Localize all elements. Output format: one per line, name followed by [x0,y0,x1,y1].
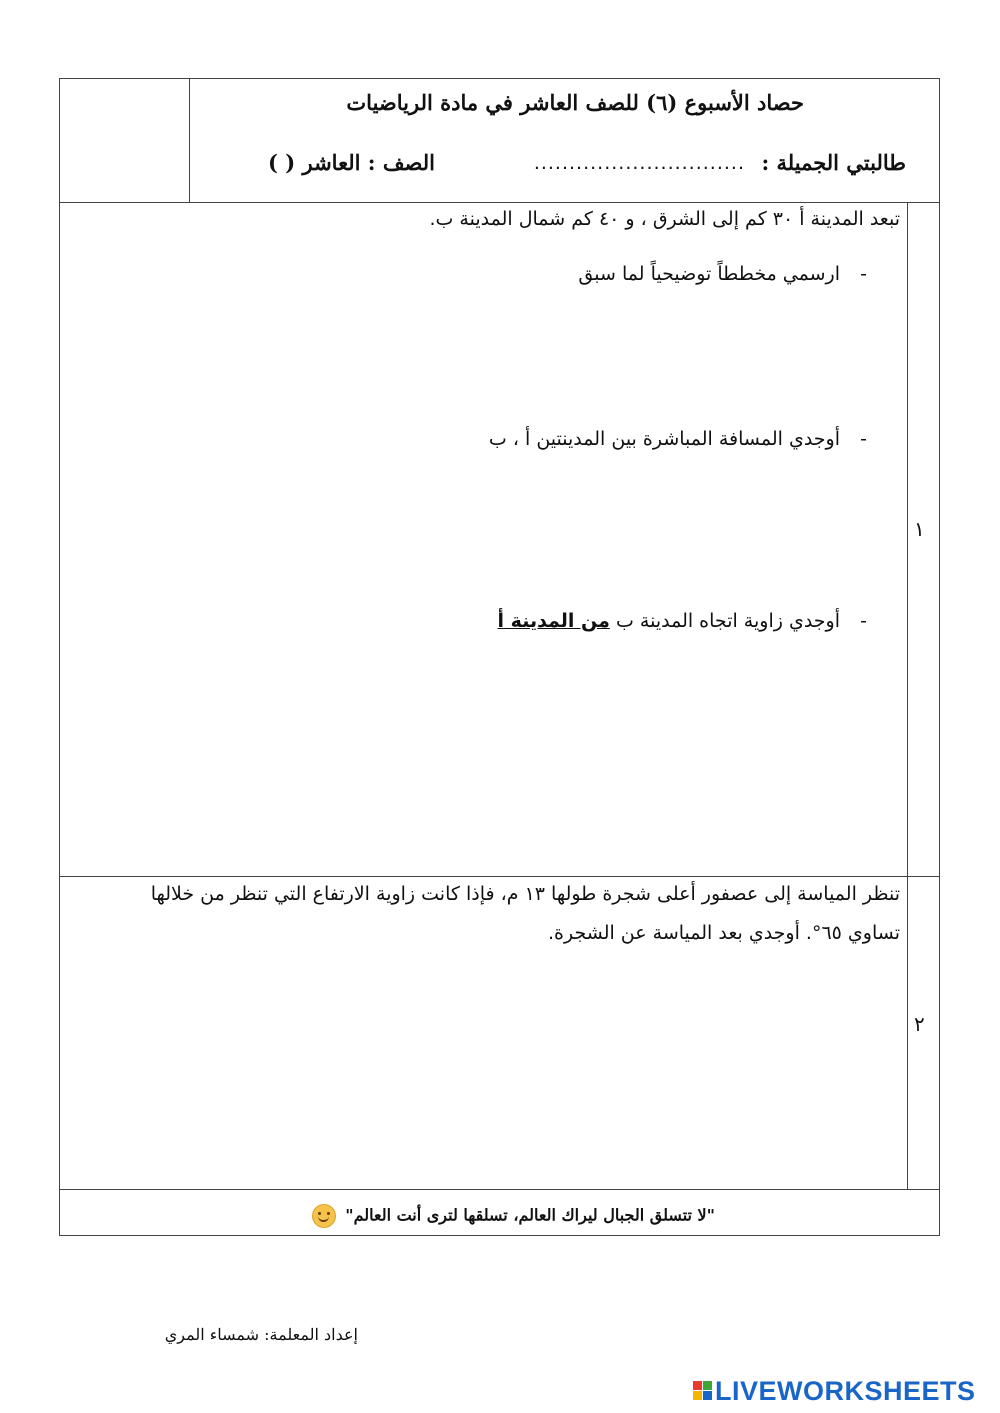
worksheet-table [59,78,940,1236]
class-label: الصف : العاشر ( ) [268,150,435,175]
q1-item-1-bullet: - [860,263,867,285]
smiley-icon [312,1204,336,1228]
q1-item-3-text: أوجدي زاوية اتجاه المدينة ب [615,610,840,632]
question-number-1: ١ [914,517,925,541]
q1-item-2-text: أوجدي المسافة المباشرة بين المدينتين أ ، ب [488,428,840,450]
q1-item-3-line [498,610,840,632]
question-divider [60,876,939,877]
student-label: طالبتي الجميلة : [761,150,906,175]
number-column-border [907,202,908,1189]
question2-line1: تنظر المياسة إلى عصفور أعلى شجرة طولها ١٣ م، فإذا كانت زاوية الارتفاع التي تنظر من خلالها [150,883,900,905]
question-number-2: ٢ [914,1012,925,1036]
liveworksheets-logo[interactable] [693,1376,976,1407]
q1-item-3-emphasis: من المدينة أ [497,610,610,632]
motivational-quote [312,1204,715,1228]
question1-stem: تبعد المدينة أ ٣٠ كم إلى الشرق ، و ٤٠ كم شمال المدينة ب. [429,208,900,230]
header-left-cell-border [189,79,190,202]
brand-name: LIVEWORKSHEETS [715,1376,976,1406]
student-name-blank[interactable]: .............................. [533,152,745,174]
worksheet-title: حصاد الأسبوع (٦) للصف العاشر في مادة الرياضيات [346,90,804,115]
liveworksheets-icon [693,1381,712,1400]
q1-item-2-bullet: - [860,428,867,450]
q1-item-1-text: ارسمي مخططاً توضيحياً لما سبق [578,263,840,285]
teacher-credit: إعداد المعلمة: شمساء المري [164,1325,358,1344]
quote-text: "لا تتسلق الجبال ليراك العالم، تسلقها لترى أنت العالم" [345,1205,715,1225]
q1-item-3-bullet: - [860,610,867,632]
header-divider [60,202,939,203]
question2-line2: تساوي ٦٥°. أوجدي بعد المياسة عن الشجرة. [548,922,900,944]
footer-divider [60,1189,939,1190]
